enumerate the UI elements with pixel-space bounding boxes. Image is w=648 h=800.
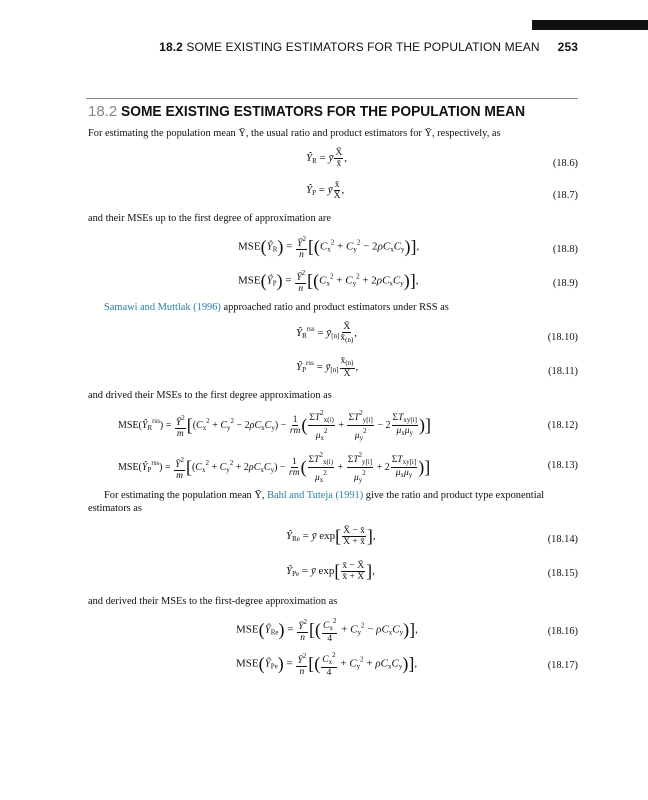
equation-number: (18.16) [547,626,578,637]
equation-18-11: $Ŷ_P^{rss}$ = $ȳ_{[n]}$ $\frac{x̄_{(n)}}{X̄}$ , [296,356,359,379]
paragraph-5: For estimating the population mean Ȳ, Bahl and Tuteja (1991) give the ratio and product type exponential estimators as [88,490,545,514]
section-heading [88,103,561,120]
section-rule [86,98,578,99]
equation-18-6: $Ŷ_R$ = ȳ $\frac{X̄}{x̄}$ , [306,148,348,169]
citation-link-samawi[interactable]: Samawi and Muttlak (1996) [104,302,221,313]
equation-18-16: $MSE(Ŷ_{Re})$ = $\frac{Ȳ^2}{n}$ [( $\frac{C_x^2}{4}$ + $C_y^2 - \rho C_xC_y$)], [236,617,418,644]
equation-18-10: $Ŷ_R^{rss}$ = $ȳ_{[n]}$ $\frac{X̄}{x̄_{(n)}}$ , [296,322,358,344]
page-number: 253 [557,40,578,54]
equation-number: (18.10) [547,332,578,343]
equation-number: (18.11) [548,366,578,377]
equation-number: (18.9) [552,278,578,289]
equation-number: (18.13) [547,460,578,471]
equation-number: (18.15) [547,568,578,579]
equation-number: (18.14) [547,534,578,545]
equation-18-12: $MSE(Ŷ_R^{rss})$ = $\frac{Ȳ^2}{m}$ [$(C_x^2 + C_y^2 - 2\rho C_xC_y)$ − $\frac{1}{rm}$ ( $\frac{\Sigma T^2_{x(i)}}{\mu_x^2}$ + $\frac{\Sigma T^2_{y[i]}}{\mu_y^2}$ − 2 $\frac{\Sigma T_{xy[i]}}{\mu_x\mu_y}$ )] [118,409,431,442]
equation-number: (18.6) [552,158,578,169]
paragraph-2: and their MSEs up to the first degree of approximation are [88,213,331,224]
equation-number: (18.8) [552,244,578,255]
running-header [86,38,578,56]
citation-link-bahl[interactable]: Bahl and Tuteja (1991) [267,490,364,501]
section-number: 18.2 [88,103,118,120]
equation-18-7: $Ŷ_P$ = ȳ $\frac{x̄}{X̄}$ , [306,180,345,201]
running-section-title: SOME EXISTING ESTIMATORS FOR THE POPULATION MEAN [186,40,540,54]
paragraph-4: and drived their MSEs to the first degree approximation as [88,390,332,401]
top-black-bar [532,20,648,30]
equation-18-14: $Ŷ_{Re}$ = ȳ exp[ $\frac{X̄ - x̄}{X̄ + x̄}$ ], [286,526,376,547]
paragraph-1: For estimating the population mean Ȳ, the usual ratio and product estimators for Ȳ, respectively, as [88,128,501,139]
equation-number: (18.17) [547,660,578,671]
paragraph-3: Samawi and Muttlak (1996) approached ratio and product estimators under RSS as [104,302,449,313]
equation-18-9: $MSE(Ŷ_P)$ = $\frac{Ȳ^2}{n}$ $[(C_x^2 + C_y^2 + 2\rho C_xC_y)]$, [238,269,419,294]
equation-number: (18.7) [552,190,578,201]
running-section-number: 18.2 [159,40,183,54]
equation-18-15: $Ŷ_{Pe}$ = ȳ exp[ $\frac{x̄ - X̄}{x̄ + X̄}$ ], [286,561,375,582]
section-title: SOME EXISTING ESTIMATORS FOR THE POPULATION MEAN [121,103,526,120]
paragraph-6: and derived their MSEs to the first-degree approximation as [88,596,338,607]
equation-number: (18.12) [547,420,578,431]
equation-18-13: $MSE(Ŷ_P^{rss})$ = $\frac{Ȳ^2}{m}$ [$(C_x^2 + C_y^2 + 2\rho C_xC_y)$ − $\frac{1}{rm}$ ( $\frac{\Sigma T^2_{x(i)}}{\mu_x^2}$ + $\frac{\Sigma T^2_{y[i]}}{\mu_y^2}$ + 2 $\frac{\Sigma T_{xy[i]}}{\mu_x\mu_y}$ )] [118,451,431,484]
equation-18-8: $MSE(Ŷ_R)$ = $\frac{Ȳ^2}{n}$ $[(C_x^2 + C_y^2 - 2\rho C_xC_y)]$, [238,235,420,260]
equation-18-17: $MSE(Ŷ_{Pe})$ = $\frac{Ȳ^2}{n}$ [( $\frac{C_x^2}{4}$ + $C_y^2 + \rho C_xC_y$)], [236,651,418,678]
